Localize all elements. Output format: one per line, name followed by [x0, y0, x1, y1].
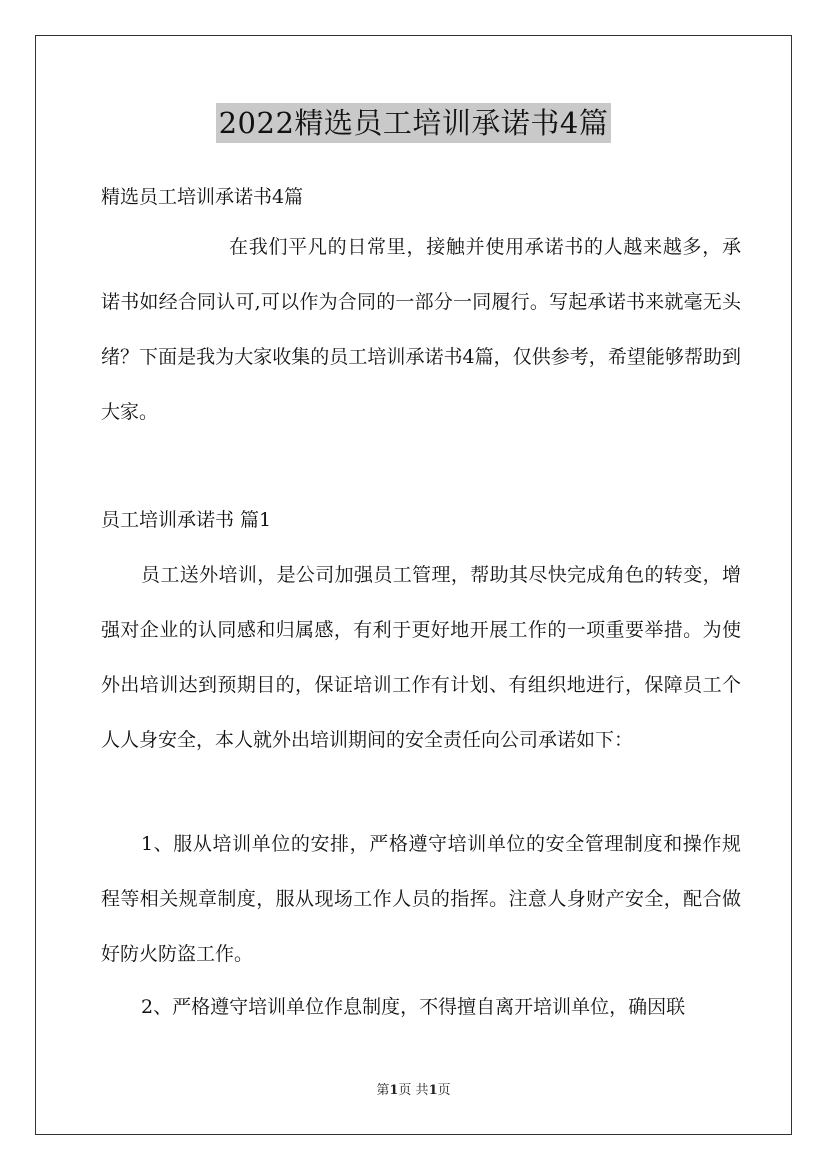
intro-paragraph: 在我们平凡的日常里，接触并使用承诺书的人越来越多，承诺书如经合同认可,可以作为合同的一部分一同履行。写起承诺书来就毫无头绪？下面是我为大家收集的员工培训承诺书4篇，仅供参考，希望能够帮助到大家。: [101, 236, 741, 423]
page-footer: [0, 1081, 827, 1101]
document-subtitle: 精选员工培训承诺书4篇: [101, 186, 304, 208]
document-title: 2022精选员工培训承诺书4篇: [216, 103, 612, 143]
title-container: [0, 103, 827, 143]
list-item-1: 1、服从培训单位的安排，严格遵守培训单位的安全管理制度和操作规程等相关规章制度，服从现场工作人员的指挥。注意人身财产安全，配合做好防火防盗工作。: [101, 833, 741, 965]
list-item-2: 2、严格遵守培训单位作息制度，不得擅自离开培训单位，确因联: [141, 996, 686, 1018]
section-paragraph: 员工送外培训，是公司加强员工管理，帮助其尽快完成角色的转变，增强对企业的认同感和归属感，有利于更好地开展工作的一项重要举措。为使外出培训达到预期目的，保证培训工作有计划、有组织地进行，保障员工个人人身安全，本人就外出培训期间的安全责任向公司承诺如下：: [101, 564, 741, 751]
page-current: 1: [389, 1083, 399, 1098]
section-heading: 员工培训承诺书 篇1: [101, 509, 272, 531]
page-total: 1: [428, 1083, 438, 1098]
page-label-suffix: 页: [437, 1083, 451, 1098]
page-label-mid: 页 共: [398, 1083, 429, 1098]
page-label-prefix: 第: [376, 1083, 390, 1098]
